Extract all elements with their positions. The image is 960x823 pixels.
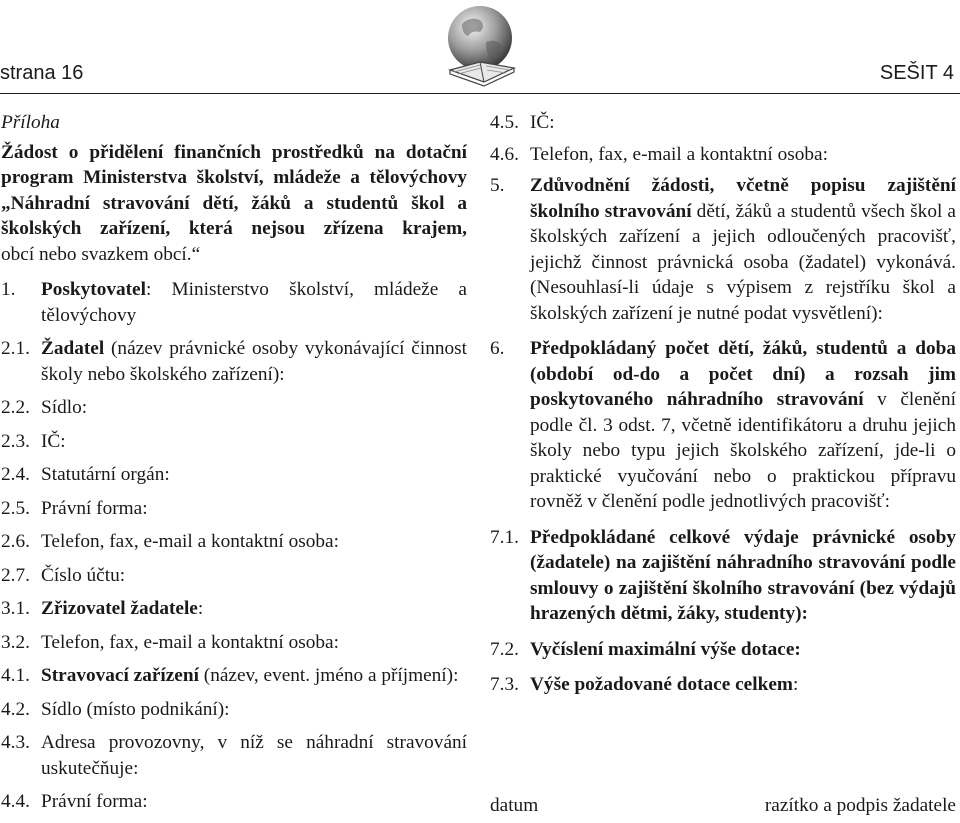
- item-number: 7.2.: [490, 638, 519, 660]
- item-description: Telefon, fax, e-mail a kontaktní osoba:: [41, 631, 339, 653]
- header-rule: [0, 93, 960, 94]
- form-heading-end: obcí nebo svazkem obcí.“: [1, 243, 201, 265]
- item-number: 2.6.: [1, 531, 30, 552]
- item-text: [41, 730, 467, 781]
- item-text: [41, 529, 467, 555]
- form-field-item: [1, 277, 467, 328]
- right-field-list: [490, 110, 956, 698]
- item-number: 4.1.: [1, 665, 30, 686]
- form-field-item: [490, 173, 956, 326]
- form-field-item: [1, 630, 467, 656]
- item-description: : Ministerstvo školství, mládeže a tělovýchovy: [41, 279, 467, 326]
- item-number: 2.2.: [1, 397, 30, 418]
- item-number: 4.6.: [490, 143, 519, 165]
- form-field-item: [1, 496, 467, 522]
- item-description: Právní forma:: [41, 497, 148, 519]
- item-number: 4.2.: [1, 698, 30, 720]
- item-text: [41, 395, 467, 421]
- left-column: [1, 110, 467, 823]
- item-description: IČ:: [41, 430, 66, 452]
- globe-book-icon: [440, 2, 522, 92]
- item-description: (název, event. jméno a příjmení):: [198, 665, 459, 686]
- item-description: Telefon, fax, e-mail a kontaktní osoba:: [41, 531, 339, 552]
- form-field-item: [1, 395, 467, 421]
- form-field-item: [1, 596, 467, 622]
- item-description: (název právnické osoby vykonávající činnost školy nebo školského zařízení):: [41, 338, 467, 385]
- form-heading: Žádost o přidělení finančních prostředků na dotační program Ministerstva školství, mládeže a tělovýchovy „Náhradní stravování dětí, žáků a studentů škol a školských zařízení, která nejsou zřízena krajem,: [1, 141, 467, 239]
- page-number: strana 16: [0, 62, 84, 84]
- appendix-title: Příloha: [1, 112, 60, 133]
- item-text: [530, 525, 956, 627]
- item-description: dětí, žáků a studentů všech škol a školských zařízení a jejich odloučených pracovišť, jejichž činnost právnická osoba (žadatel) vykonává. (Nesouhlasí-li údaje s výpisem z rejstříku škol a školských zařízení je nutné podat vysvětlení):: [530, 200, 956, 324]
- item-text: [41, 563, 467, 589]
- issue-number: SEŠIT 4: [879, 62, 954, 84]
- item-number: 6.: [490, 338, 505, 359]
- item-label: Zdůvodnění žádosti, včetně popisu zajištění školního stravování: [530, 175, 956, 222]
- item-description: Telefon, fax, e-mail a kontaktní osoba:: [530, 143, 828, 165]
- form-field-item: [1, 789, 467, 815]
- item-label: Poskytovatel: [41, 279, 146, 300]
- form-field-item: [1, 462, 467, 488]
- item-text: [41, 663, 467, 689]
- item-description: IČ:: [530, 112, 555, 133]
- item-text: [41, 789, 467, 815]
- item-number: 3.1.: [1, 598, 30, 619]
- item-number: 2.4.: [1, 464, 30, 485]
- item-number: 2.5.: [1, 497, 30, 519]
- form-field-item: [1, 730, 467, 781]
- item-number: 7.3.: [490, 674, 519, 695]
- form-field-item: [1, 529, 467, 555]
- item-number: 2.3.: [1, 430, 30, 452]
- date-label: datum: [490, 795, 539, 816]
- item-number: 5.: [490, 175, 505, 196]
- item-number: 2.1.: [1, 338, 30, 359]
- item-text: [530, 142, 956, 168]
- form-field-item: [490, 336, 956, 515]
- right-column: [490, 110, 956, 708]
- item-description: :: [792, 674, 799, 695]
- item-number: 1.: [1, 279, 16, 300]
- form-field-item: [490, 110, 956, 136]
- item-label: Zřizovatel žadatele: [41, 598, 198, 619]
- item-text: [41, 596, 467, 622]
- form-field-item: [490, 525, 956, 627]
- item-label: Vyčíslení maximální výše dotace:: [530, 638, 801, 660]
- form-field-item: [490, 672, 956, 698]
- item-number: 7.1.: [490, 526, 519, 548]
- item-label: Výše požadované dotace celkem: [530, 674, 793, 695]
- item-text: [530, 110, 956, 136]
- item-label: Předpokládané celkové výdaje právnické osoby (žadatele) na zajištění náhradního stravování podle smlouvy o zajištění školního stravování (bez výdajů hrazených dětmi, žáky, studenty):: [530, 526, 956, 624]
- item-label: Žadatel: [41, 338, 105, 359]
- item-text: [530, 336, 956, 515]
- item-number: 4.4.: [1, 791, 30, 812]
- item-number: 3.2.: [1, 631, 30, 653]
- item-label: Předpokládaný počet dětí, žáků, studentů a doba (období od-do a počet dní) a rozsah jim poskytovaného náhradního stravování: [530, 338, 956, 410]
- item-text: [41, 630, 467, 656]
- form-field-item: [490, 142, 956, 168]
- item-number: 4.5.: [490, 112, 519, 133]
- item-label: Stravovací zařízení: [41, 665, 199, 686]
- form-field-item: [1, 336, 467, 387]
- item-description: Statutární orgán:: [41, 464, 170, 485]
- item-text: [41, 697, 467, 723]
- form-field-item: [1, 563, 467, 589]
- item-description: Adresa provozovny, v níž se náhradní stravování uskutečňuje:: [41, 732, 467, 779]
- left-field-list: [1, 277, 467, 815]
- item-text: [530, 173, 956, 326]
- item-text: [41, 429, 467, 455]
- form-field-item: [1, 429, 467, 455]
- item-text: [530, 672, 956, 698]
- item-number: 2.7.: [1, 564, 30, 586]
- form-field-item: [1, 663, 467, 689]
- item-text: [41, 336, 467, 387]
- item-text: [530, 637, 956, 663]
- item-description: :: [197, 598, 204, 619]
- form-field-item: [1, 697, 467, 723]
- form-field-item: [490, 637, 956, 663]
- item-text: [41, 277, 467, 328]
- item-text: [41, 462, 467, 488]
- item-description: v členění podle čl. 3 odst. 7, včetně identifikátoru a druhu jejich školy nebo typu jejich školského zařízení, jde-li o praktické vyučování nebo o praktickou přípravu rovněž v členění podle jednotlivých pracovišť:: [530, 389, 956, 512]
- item-description: Sídlo (místo podnikání):: [41, 698, 230, 720]
- item-description: Právní forma:: [41, 791, 148, 812]
- signature-label: razítko a podpis žadatele: [764, 795, 956, 816]
- item-description: Číslo účtu:: [41, 564, 126, 586]
- item-description: Sídlo:: [41, 397, 88, 418]
- item-number: 4.3.: [1, 732, 30, 753]
- page-header: [0, 0, 960, 100]
- item-text: [41, 496, 467, 522]
